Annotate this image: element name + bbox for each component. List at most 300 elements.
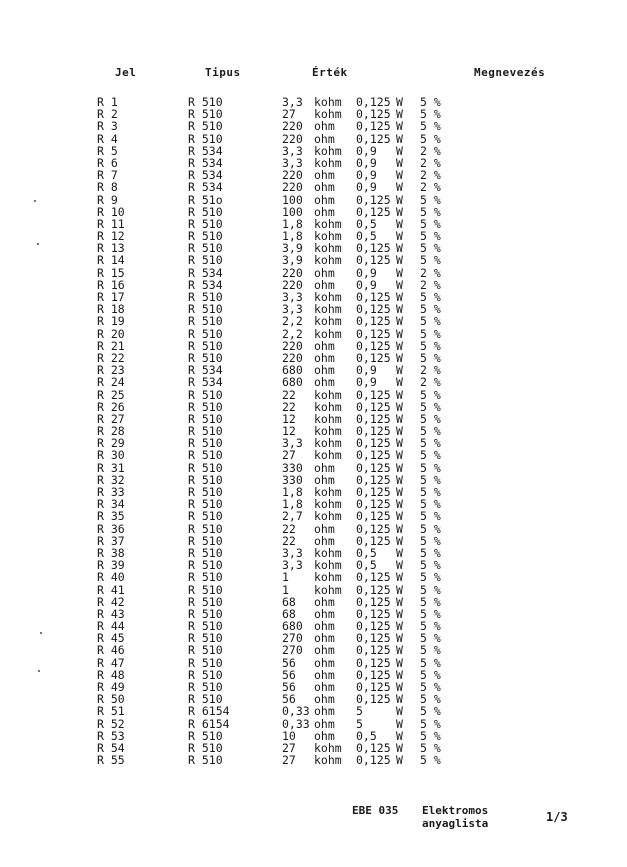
- watt-unit-cell: W: [396, 740, 403, 755]
- type-cell: R 6154: [188, 716, 230, 731]
- power-cell: 0,5: [356, 558, 377, 573]
- type-cell: R 510: [188, 631, 223, 646]
- tolerance-cell: 5 %: [420, 424, 441, 439]
- unit-cell: kohm: [314, 302, 342, 317]
- ref-cell: R 6: [97, 155, 118, 170]
- value-cell: 22: [282, 521, 296, 536]
- value-cell: 1: [282, 570, 289, 585]
- tolerance-cell: 5 %: [420, 119, 441, 134]
- watt-unit-cell: W: [396, 631, 403, 646]
- power-cell: 5: [356, 716, 363, 731]
- ref-cell: R 27: [97, 411, 125, 426]
- power-cell: 0,9: [356, 375, 377, 390]
- watt-unit-cell: W: [396, 619, 403, 634]
- value-cell: 22: [282, 399, 296, 414]
- type-cell: R 510: [188, 680, 223, 694]
- unit-cell: ohm: [314, 680, 335, 694]
- watt-unit-cell: W: [396, 290, 403, 304]
- tolerance-cell: 5 %: [420, 192, 441, 207]
- ref-cell: R 34: [97, 497, 125, 512]
- tolerance-cell: 5 %: [420, 728, 441, 743]
- power-cell: 0,5: [356, 545, 377, 560]
- watt-unit-cell: W: [396, 655, 403, 670]
- watt-unit-cell: W: [396, 533, 403, 548]
- type-cell: R 510: [188, 485, 223, 499]
- unit-cell: ohm: [314, 619, 335, 634]
- type-cell: R 510: [188, 521, 223, 536]
- type-cell: R 510: [188, 411, 223, 426]
- watt-unit-cell: W: [396, 582, 403, 597]
- unit-cell: kohm: [314, 155, 342, 170]
- parts-list: [0, 96, 627, 766]
- value-cell: 22: [282, 533, 296, 548]
- tolerance-cell: 5 %: [420, 436, 441, 451]
- table-row: [0, 376, 627, 388]
- ref-cell: R 3: [97, 119, 118, 134]
- scan-speck: [34, 200, 36, 202]
- type-cell: R 510: [188, 582, 223, 597]
- unit-cell: kohm: [314, 326, 342, 341]
- tolerance-cell: 5 %: [420, 216, 441, 231]
- type-cell: R 510: [188, 619, 223, 634]
- table-row: [0, 133, 627, 145]
- unit-cell: kohm: [314, 424, 342, 439]
- power-cell: 0,125: [356, 533, 391, 548]
- tolerance-cell: 5 %: [420, 509, 441, 524]
- watt-unit-cell: W: [396, 411, 403, 426]
- table-row: [0, 315, 627, 327]
- power-cell: 0,125: [356, 131, 391, 146]
- power-cell: 0,9: [356, 180, 377, 195]
- type-cell: R 534: [188, 155, 223, 170]
- type-cell: R 510: [188, 472, 223, 487]
- table-row: [0, 584, 627, 596]
- watt-unit-cell: W: [396, 302, 403, 317]
- unit-cell: kohm: [314, 558, 342, 573]
- ref-cell: R 22: [97, 350, 125, 365]
- ref-cell: R 40: [97, 570, 125, 585]
- watt-unit-cell: W: [396, 216, 403, 231]
- value-cell: 3,3: [282, 558, 303, 573]
- power-cell: 0,125: [356, 497, 391, 512]
- tolerance-cell: 5 %: [420, 241, 441, 256]
- tolerance-cell: 5 %: [420, 521, 441, 536]
- watt-unit-cell: W: [396, 229, 403, 244]
- unit-cell: kohm: [314, 485, 342, 499]
- type-cell: R 534: [188, 375, 223, 390]
- unit-cell: ohm: [314, 728, 335, 743]
- tolerance-cell: 2 %: [420, 265, 441, 280]
- value-cell: 3,3: [282, 155, 303, 170]
- unit-cell: kohm: [314, 95, 342, 109]
- value-cell: 68: [282, 606, 296, 621]
- type-cell: R 510: [188, 107, 223, 122]
- value-cell: 270: [282, 631, 303, 646]
- tolerance-cell: 5 %: [420, 448, 441, 463]
- table-row: [0, 523, 627, 535]
- value-cell: 100: [282, 204, 303, 219]
- watt-unit-cell: W: [396, 95, 403, 109]
- power-cell: 0,9: [356, 277, 377, 292]
- power-cell: 0,125: [356, 619, 391, 634]
- ref-cell: R 36: [97, 521, 125, 536]
- unit-cell: kohm: [314, 229, 342, 244]
- unit-cell: ohm: [314, 472, 335, 487]
- tolerance-cell: 5 %: [420, 460, 441, 475]
- watt-unit-cell: W: [396, 241, 403, 256]
- table-row: [0, 120, 627, 132]
- watt-unit-cell: W: [396, 387, 403, 402]
- unit-cell: ohm: [314, 131, 335, 146]
- watt-unit-cell: W: [396, 265, 403, 280]
- tolerance-cell: 5 %: [420, 643, 441, 658]
- power-cell: 0,125: [356, 436, 391, 451]
- unit-cell: kohm: [314, 107, 342, 122]
- unit-cell: ohm: [314, 204, 335, 219]
- value-cell: 220: [282, 119, 303, 134]
- ref-cell: R 47: [97, 655, 125, 670]
- type-cell: R 534: [188, 143, 223, 158]
- unit-cell: kohm: [314, 436, 342, 451]
- tolerance-cell: 5 %: [420, 399, 441, 414]
- value-cell: 27: [282, 740, 296, 755]
- tolerance-cell: 2 %: [420, 277, 441, 292]
- ref-cell: R 30: [97, 448, 125, 463]
- unit-cell: kohm: [314, 314, 342, 329]
- ref-cell: R 39: [97, 558, 125, 573]
- type-cell: R 510: [188, 424, 223, 439]
- type-cell: R 510: [188, 692, 223, 707]
- tolerance-cell: 5 %: [420, 594, 441, 609]
- value-cell: 3,3: [282, 95, 303, 109]
- value-cell: 56: [282, 680, 296, 694]
- watt-unit-cell: W: [396, 472, 403, 487]
- value-cell: 3,3: [282, 545, 303, 560]
- ref-cell: R 17: [97, 290, 125, 304]
- value-cell: 1,8: [282, 216, 303, 231]
- unit-cell: kohm: [314, 216, 342, 231]
- value-cell: 2,2: [282, 314, 303, 329]
- document-title-line1: Elektromos: [422, 804, 489, 817]
- unit-cell: kohm: [314, 143, 342, 158]
- tolerance-cell: 5 %: [420, 107, 441, 122]
- tolerance-cell: 5 %: [420, 350, 441, 365]
- table-row: [0, 718, 627, 730]
- ref-cell: R 38: [97, 545, 125, 560]
- tolerance-cell: 5 %: [420, 314, 441, 329]
- ref-cell: R 7: [97, 168, 118, 183]
- type-cell: R 510: [188, 131, 223, 146]
- tolerance-cell: 5 %: [420, 606, 441, 621]
- ref-cell: R 41: [97, 582, 125, 597]
- value-cell: 2,2: [282, 326, 303, 341]
- type-cell: R 510: [188, 229, 223, 244]
- unit-cell: kohm: [314, 448, 342, 463]
- type-cell: R 510: [188, 460, 223, 475]
- power-cell: 0,125: [356, 290, 391, 304]
- tolerance-cell: 2 %: [420, 363, 441, 378]
- type-cell: R 510: [188, 643, 223, 658]
- scan-speck: [40, 632, 42, 634]
- value-cell: 1,8: [282, 485, 303, 499]
- value-cell: 3,9: [282, 241, 303, 256]
- power-cell: 0,125: [356, 107, 391, 122]
- ref-cell: R 5: [97, 143, 118, 158]
- power-cell: 0,125: [356, 192, 391, 207]
- power-cell: 0,9: [356, 155, 377, 170]
- value-cell: 680: [282, 375, 303, 390]
- table-row: [0, 267, 627, 279]
- unit-cell: ohm: [314, 643, 335, 658]
- ref-cell: R 43: [97, 606, 125, 621]
- power-cell: 0,125: [356, 424, 391, 439]
- value-cell: 330: [282, 472, 303, 487]
- watt-unit-cell: W: [396, 277, 403, 292]
- ref-cell: R 11: [97, 216, 125, 231]
- type-cell: R 534: [188, 363, 223, 378]
- value-cell: 68: [282, 594, 296, 609]
- tolerance-cell: 5 %: [420, 131, 441, 146]
- power-cell: 0,5: [356, 728, 377, 743]
- power-cell: 0,125: [356, 448, 391, 463]
- value-cell: 220: [282, 338, 303, 353]
- watt-unit-cell: W: [396, 716, 403, 731]
- unit-cell: ohm: [314, 460, 335, 475]
- watt-unit-cell: W: [396, 107, 403, 122]
- tolerance-cell: 2 %: [420, 155, 441, 170]
- type-cell: R 510: [188, 740, 223, 755]
- unit-cell: ohm: [314, 594, 335, 609]
- ref-cell: R 55: [97, 753, 125, 768]
- ref-cell: R 32: [97, 472, 125, 487]
- watt-unit-cell: W: [396, 509, 403, 524]
- type-cell: R 510: [188, 399, 223, 414]
- table-row: [0, 389, 627, 401]
- unit-cell: ohm: [314, 631, 335, 646]
- type-cell: R 510: [188, 204, 223, 219]
- watt-unit-cell: W: [396, 253, 403, 268]
- type-cell: R 510: [188, 290, 223, 304]
- table-row: [0, 449, 627, 461]
- watt-unit-cell: W: [396, 168, 403, 183]
- value-cell: 12: [282, 424, 296, 439]
- value-cell: 27: [282, 107, 296, 122]
- power-cell: 0,125: [356, 521, 391, 536]
- watt-unit-cell: W: [396, 436, 403, 451]
- unit-cell: kohm: [314, 582, 342, 597]
- ref-cell: R 48: [97, 667, 125, 682]
- value-cell: 220: [282, 277, 303, 292]
- power-cell: 0,125: [356, 314, 391, 329]
- table-row: [0, 194, 627, 206]
- watt-unit-cell: W: [396, 399, 403, 414]
- ref-cell: R 21: [97, 338, 125, 353]
- ref-cell: R 45: [97, 631, 125, 646]
- value-cell: 3,3: [282, 290, 303, 304]
- power-cell: 0,125: [356, 643, 391, 658]
- value-cell: 3,3: [282, 143, 303, 158]
- power-cell: 0,9: [356, 265, 377, 280]
- table-row: [0, 328, 627, 340]
- ref-cell: R 12: [97, 229, 125, 244]
- type-cell: R 510: [188, 241, 223, 256]
- type-cell: R 510: [188, 497, 223, 512]
- type-cell: R 510: [188, 302, 223, 317]
- watt-unit-cell: W: [396, 692, 403, 707]
- unit-cell: kohm: [314, 387, 342, 402]
- unit-cell: ohm: [314, 692, 335, 707]
- value-cell: 27: [282, 753, 296, 768]
- value-cell: 27: [282, 448, 296, 463]
- type-cell: R 510: [188, 606, 223, 621]
- watt-unit-cell: W: [396, 204, 403, 219]
- watt-unit-cell: W: [396, 338, 403, 353]
- tolerance-cell: 5 %: [420, 619, 441, 634]
- type-cell: R 510: [188, 509, 223, 524]
- ref-cell: R 37: [97, 533, 125, 548]
- power-cell: 0,125: [356, 485, 391, 499]
- power-cell: 0,125: [356, 95, 391, 109]
- tolerance-cell: 5 %: [420, 655, 441, 670]
- value-cell: 220: [282, 131, 303, 146]
- watt-unit-cell: W: [396, 131, 403, 146]
- ref-cell: R 10: [97, 204, 125, 219]
- unit-cell: ohm: [314, 375, 335, 390]
- table-row: [0, 462, 627, 474]
- ref-cell: R 33: [97, 485, 125, 499]
- power-cell: 0,5: [356, 216, 377, 231]
- value-cell: 220: [282, 180, 303, 195]
- column-header-megnevezes: Megnevezés: [474, 66, 546, 79]
- tolerance-cell: 5 %: [420, 229, 441, 244]
- value-cell: 0,33: [282, 704, 310, 719]
- value-cell: 22: [282, 387, 296, 402]
- ref-cell: R 9: [97, 192, 118, 207]
- watt-unit-cell: W: [396, 753, 403, 768]
- ref-cell: R 42: [97, 594, 125, 609]
- column-header-tipus: Tipus: [205, 66, 241, 79]
- unit-cell: kohm: [314, 290, 342, 304]
- power-cell: 0,125: [356, 655, 391, 670]
- table-row: [0, 705, 627, 717]
- power-cell: 0,125: [356, 350, 391, 365]
- type-cell: R 534: [188, 277, 223, 292]
- ref-cell: R 18: [97, 302, 125, 317]
- watt-unit-cell: W: [396, 497, 403, 512]
- tolerance-cell: 5 %: [420, 497, 441, 512]
- value-cell: 0,33: [282, 716, 310, 731]
- value-cell: 220: [282, 265, 303, 280]
- power-cell: 0,125: [356, 472, 391, 487]
- power-cell: 0,125: [356, 631, 391, 646]
- ref-cell: R 44: [97, 619, 125, 634]
- power-cell: 0,125: [356, 680, 391, 694]
- watt-unit-cell: W: [396, 326, 403, 341]
- ref-cell: R 29: [97, 436, 125, 451]
- power-cell: 0,125: [356, 570, 391, 585]
- ref-cell: R 51: [97, 704, 125, 719]
- power-cell: 0,125: [356, 740, 391, 755]
- type-cell: R 510: [188, 326, 223, 341]
- unit-cell: ohm: [314, 119, 335, 134]
- tolerance-cell: 5 %: [420, 411, 441, 426]
- tolerance-cell: 2 %: [420, 143, 441, 158]
- value-cell: 1,8: [282, 497, 303, 512]
- watt-unit-cell: W: [396, 485, 403, 499]
- unit-cell: ohm: [314, 716, 335, 731]
- tolerance-cell: 5 %: [420, 753, 441, 768]
- type-cell: R 510: [188, 253, 223, 268]
- type-cell: R 510: [188, 314, 223, 329]
- watt-unit-cell: W: [396, 606, 403, 621]
- ref-cell: R 25: [97, 387, 125, 402]
- type-cell: R 510: [188, 387, 223, 402]
- value-cell: 56: [282, 692, 296, 707]
- unit-cell: ohm: [314, 704, 335, 719]
- value-cell: 1,8: [282, 229, 303, 244]
- ref-cell: R 35: [97, 509, 125, 524]
- type-cell: R 510: [188, 753, 223, 768]
- tolerance-cell: 5 %: [420, 692, 441, 707]
- tolerance-cell: 5 %: [420, 387, 441, 402]
- value-cell: 56: [282, 667, 296, 682]
- unit-cell: ohm: [314, 655, 335, 670]
- power-cell: 0,125: [356, 204, 391, 219]
- ref-cell: R 23: [97, 363, 125, 378]
- tolerance-cell: 5 %: [420, 485, 441, 499]
- unit-cell: ohm: [314, 606, 335, 621]
- power-cell: 0,125: [356, 753, 391, 768]
- ref-cell: R 46: [97, 643, 125, 658]
- power-cell: 0,125: [356, 667, 391, 682]
- type-cell: R 510: [188, 545, 223, 560]
- power-cell: 0,125: [356, 411, 391, 426]
- value-cell: 56: [282, 655, 296, 670]
- type-cell: R 6154: [188, 704, 230, 719]
- unit-cell: kohm: [314, 545, 342, 560]
- value-cell: 3,3: [282, 302, 303, 317]
- unit-cell: ohm: [314, 168, 335, 183]
- type-cell: R 510: [188, 655, 223, 670]
- type-cell: R 510: [188, 558, 223, 573]
- value-cell: 270: [282, 643, 303, 658]
- power-cell: 5: [356, 704, 363, 719]
- unit-cell: kohm: [314, 241, 342, 256]
- value-cell: 220: [282, 350, 303, 365]
- watt-unit-cell: W: [396, 363, 403, 378]
- unit-cell: kohm: [314, 570, 342, 585]
- watt-unit-cell: W: [396, 424, 403, 439]
- type-cell: R 510: [188, 436, 223, 451]
- power-cell: 0,9: [356, 363, 377, 378]
- ref-cell: R 53: [97, 728, 125, 743]
- scan-speck: [37, 243, 39, 245]
- watt-unit-cell: W: [396, 192, 403, 207]
- type-cell: R 510: [188, 728, 223, 743]
- unit-cell: ohm: [314, 277, 335, 292]
- watt-unit-cell: W: [396, 643, 403, 658]
- unit-cell: ohm: [314, 338, 335, 353]
- value-cell: 330: [282, 460, 303, 475]
- watt-unit-cell: W: [396, 460, 403, 475]
- ref-cell: R 19: [97, 314, 125, 329]
- power-cell: 0,125: [356, 606, 391, 621]
- power-cell: 0,9: [356, 143, 377, 158]
- tolerance-cell: 5 %: [420, 740, 441, 755]
- type-cell: R 510: [188, 533, 223, 548]
- power-cell: 0,125: [356, 302, 391, 317]
- table-row: [0, 254, 627, 266]
